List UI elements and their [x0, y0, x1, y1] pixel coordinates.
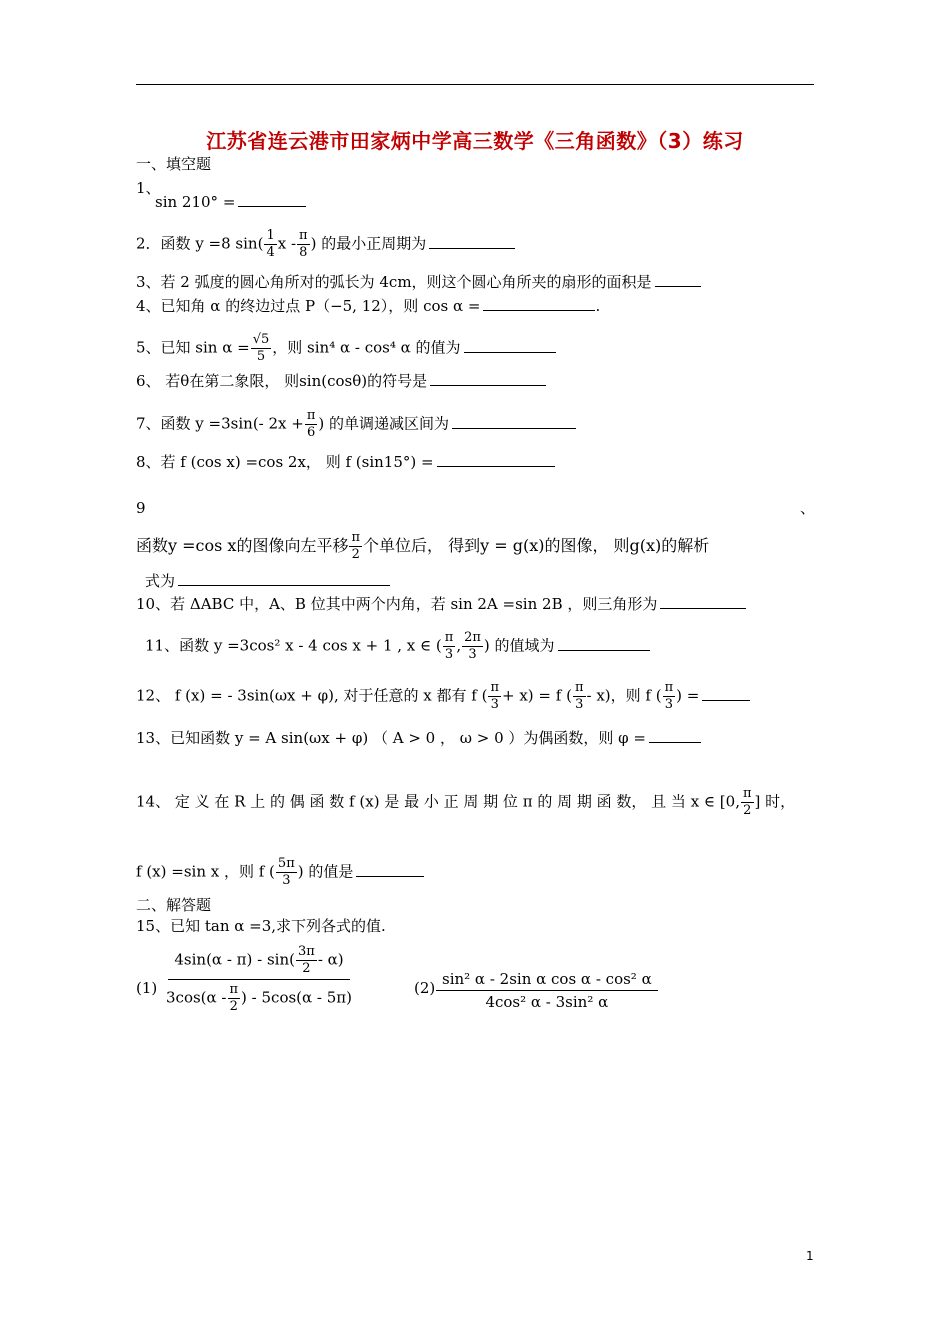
- q11-sep: ,: [456, 636, 462, 655]
- question-11: [145, 630, 650, 663]
- q5-blank: [464, 338, 556, 353]
- q10-text: 10、若 ΔABC 中，A、B 位其中两个内角，若 sin 2A =sin 2B ，则三角形为: [136, 595, 658, 613]
- question-8: [136, 452, 555, 472]
- q11-fraction-1: [443, 630, 456, 663]
- q9-cont: 式为: [145, 572, 176, 590]
- q15-p1-den-fd: 2: [229, 999, 238, 1014]
- q15-part2-denominator: 4cos² α - 3sin² α: [485, 993, 609, 1011]
- q12-fraction-1: [488, 680, 501, 713]
- q14-line2-post: ) 的值是: [297, 862, 354, 881]
- q2-fraction-2: [297, 228, 310, 261]
- q14-pre: 14、 定 义 在 R 上 的 偶 函 数 f (x) 是 最 小 正 周 期 位 π 的 周 期 函 数， 且 当 x ∈ [0,: [136, 792, 740, 811]
- q14-post: ] 时，: [754, 792, 796, 811]
- q15-p1-den-post: ) - 5cos(α - 5π): [241, 988, 353, 1007]
- q2-f2-den: 8: [299, 245, 308, 260]
- q6-text: 6、 若θ在第二象限， 则sin(cosθ)的符号是: [136, 372, 428, 390]
- q15-p1-den-pre: 3cos(α -: [166, 988, 227, 1007]
- q7-den: 6: [306, 425, 316, 440]
- q14-f2-den: 3: [282, 873, 291, 888]
- q2-number: 2．: [136, 234, 161, 253]
- q11-f1-den: 3: [444, 647, 454, 662]
- q12-fraction-3: [663, 680, 676, 713]
- section-solve: 二、解答题: [136, 896, 212, 914]
- q8-blank: [437, 452, 555, 467]
- q15-part1-fraction: [160, 944, 358, 1015]
- q12-post: ) =: [676, 686, 700, 705]
- q7-fraction: [305, 408, 318, 441]
- q5-den: 5: [256, 349, 266, 364]
- question-4: 4、已知角 α 的终边过点 P（−5, 12），则 cos α = .: [136, 297, 601, 315]
- q15-p1-num-post: - α): [317, 950, 344, 969]
- q5-fraction: [251, 332, 272, 365]
- q11-fraction-2: [462, 630, 483, 663]
- question-3: [136, 272, 701, 292]
- q2-blank: [429, 234, 515, 249]
- q15-p1-num-fn: 3π: [297, 944, 315, 959]
- q15-part1-numerator: [168, 944, 349, 980]
- q2-mid: x -: [277, 234, 297, 253]
- q9-den: 2: [351, 547, 360, 562]
- q4-blank: [483, 296, 595, 311]
- q9-fraction: [349, 530, 362, 563]
- q11-f1-num: π: [444, 630, 454, 645]
- question-15: [136, 916, 386, 936]
- q2-fraction-1: [264, 228, 276, 261]
- q11-blank: [558, 636, 650, 651]
- q9-continuation: [145, 571, 390, 591]
- page-number: 1: [806, 1249, 814, 1263]
- q2-pre: 函数 y =8 sin(: [160, 234, 264, 253]
- q4-text: 4、已知角 α 的终边过点 P（−5, 12），则 cos α =: [136, 297, 481, 315]
- q15-p1-den-frac: [228, 982, 241, 1015]
- q14-f2-num: 5π: [277, 856, 295, 871]
- q14-fraction: [741, 786, 754, 819]
- q14-line2-pre: f (x) =sin x ，则 f (: [136, 862, 275, 881]
- q7-post: ) 的单调递减区间为: [318, 414, 450, 433]
- q3-blank: [655, 272, 701, 287]
- q8-text: 8、若 f (cos x) =cos 2x， 则 f (sin15°) =: [136, 453, 434, 471]
- question-14: [136, 786, 795, 819]
- q9-number: 9: [136, 499, 146, 517]
- q9-pre: 函数y =cos x的图像向左平移: [136, 536, 349, 555]
- q12-fraction-2: [573, 680, 586, 713]
- q2-post: ) 的最小正周期为: [310, 234, 427, 253]
- question-5: [136, 332, 556, 365]
- q3-text: 3、若 2 弧度的圆心角所对的弧长为 4cm，则这个圆心角所夹的扇形的面积是: [136, 273, 652, 291]
- q5-post: ，则 sin⁴ α - cos⁴ α 的值为: [272, 338, 461, 357]
- q7-num: π: [306, 408, 316, 423]
- q11-pre: 11、函数 y =3cos² x - 4 cos x + 1 , x ∈ (: [145, 636, 442, 655]
- q12-f3-den: 3: [664, 697, 673, 712]
- question-7: [136, 408, 576, 441]
- q12-f2-num: π: [574, 680, 584, 695]
- question-12: [136, 680, 750, 713]
- page-title: 江苏省连云港市田家炳中学高三数学《三角函数》（3）练习: [206, 129, 744, 153]
- q15-part1-denominator: [160, 980, 358, 1015]
- q12-f3-num: π: [664, 680, 674, 695]
- q7-pre: 7、函数 y =3sin(- 2x +: [136, 414, 304, 433]
- q15-part2-fraction: [436, 970, 658, 1011]
- question-13: [136, 728, 701, 748]
- question-14-line2: [136, 856, 424, 889]
- q15-text: 15、已知 tan α =3,求下列各式的值.: [136, 917, 386, 935]
- question-6: [136, 371, 546, 391]
- q14-den: 2: [743, 803, 752, 818]
- q2-f1-den: 4: [266, 245, 275, 260]
- q12-f1-num: π: [490, 680, 500, 695]
- q11-f2-den: 3: [468, 647, 477, 662]
- section-fill-in: 一、填空题: [136, 155, 212, 173]
- q12-f2-den: 3: [575, 697, 584, 712]
- q6-blank: [430, 371, 546, 386]
- q2-f1-num: 1: [266, 228, 275, 243]
- q15-part2-label: (2): [414, 979, 436, 997]
- q12-mid: + x) = f (: [502, 686, 572, 705]
- q9-blank: [178, 571, 390, 586]
- q1-number: 1、: [136, 179, 161, 197]
- q10-blank: [660, 594, 746, 609]
- q12-pre: 12、 f (x) = - 3sin(ωx + φ), 对于任意的 x 都有 f (: [136, 686, 488, 705]
- q14-blank: [356, 862, 424, 877]
- q5-pre: 5、已知 sin α =: [136, 338, 250, 357]
- header-rule: [136, 84, 814, 85]
- q13-text: 13、已知函数 y = A sin(ωx + φ) （ A > 0 ， ω > 0 ）为偶函数，则 φ =: [136, 729, 647, 747]
- q12-f1-den: 3: [490, 697, 499, 712]
- q13-blank: [649, 728, 701, 743]
- q12-mid2: - x)，则 f (: [586, 686, 662, 705]
- q9-num: π: [351, 530, 360, 545]
- question-2: [136, 228, 515, 261]
- q1-expression: sin 210° =: [155, 193, 236, 211]
- q1-expression-line: [155, 192, 306, 212]
- q7-blank: [452, 414, 576, 429]
- q11-post: ) 的值域为: [483, 636, 555, 655]
- q15-part1-label: (1): [136, 979, 158, 997]
- q2-f2-num: π: [299, 228, 308, 243]
- q1-blank: [238, 192, 306, 207]
- question-10: [136, 594, 746, 614]
- q15-p1-num-pre: 4sin(α - π) - sin(: [174, 950, 295, 969]
- q5-num: √5: [252, 332, 270, 347]
- q15-p1-num-fd: 2: [302, 961, 311, 976]
- q11-f2-num: 2π: [464, 630, 481, 645]
- q9-post: 个单位后， 得到y = g(x)的图像， 则g(x)的解析: [363, 536, 710, 555]
- q15-p1-num-frac: [296, 944, 317, 977]
- q14-fraction-2: [276, 856, 297, 889]
- q15-part2-numerator: sin² α - 2sin α cos α - cos² α: [436, 970, 658, 991]
- q9-mark: 、: [800, 499, 816, 517]
- question-9: [136, 530, 709, 563]
- q12-blank: [702, 686, 750, 701]
- q15-p1-den-fn: π: [229, 982, 239, 997]
- q14-num: π: [742, 786, 752, 801]
